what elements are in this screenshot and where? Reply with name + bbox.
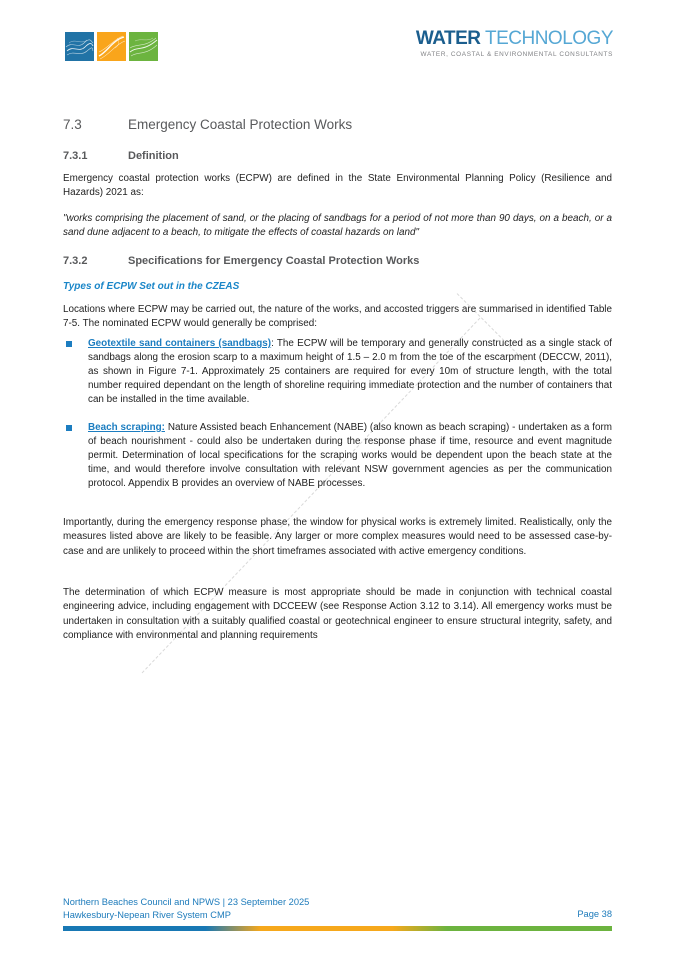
bullet-body: Nature Assisted beach Enhancement (NABE) (also known as beach scraping) - undertaken as a form of beach nourishment - could also be undertaken during the response phase if time, resource and event magnitude permit. Determination of local specifications for the scraping works would be dependent upon the beach state at the time, and would therefore involve consultation with relevant NSW government agencies as per the communication protocol. Appendix B provides an overview of NABE processes.: [88, 422, 612, 489]
footer-line1: Northern Beaches Council and NPWS | 23 September 2025: [63, 897, 310, 907]
subsection-heading-7-3-1: [63, 150, 612, 162]
subsection-title: Specifications for Emergency Coastal Protection Works: [128, 255, 420, 267]
section-number: 7.3: [63, 117, 82, 132]
paragraph-locations: Locations where ECPW may be carried out, the nature of the works, and accosted triggers are summarised in identified Table 7-5. The nominated ECPW would generally be comprised:: [63, 304, 612, 330]
subsection-number: 7.3.1: [63, 150, 88, 162]
brand-name: [416, 28, 613, 50]
bullet-lead-link[interactable]: Geotextile sand containers (sandbags): [88, 338, 272, 349]
wave-square-blue-icon: [65, 32, 94, 61]
brand-word-water: WATER: [415, 28, 481, 49]
bullet-body: The ECPW will be temporary and generally constructed as a single stack of sandbags along the erosion scarp to a maximum height of 1.5 – 2.0 m from the toe of the escarpment (DECCW, 2011), as shown in Figure 7-1. Approximately 25 containers are required for every 10m of structure length, with the total number required dependant on the length of shoreline requiring immediate protection and the number of containers that can be installed in the time available.: [88, 338, 612, 405]
section-title: Emergency Coastal Protection Works: [128, 117, 353, 132]
subsection-heading-7-3-2: [63, 255, 612, 267]
quote-sepp-definition: "works comprising the placement of sand, or the placing of sandbags for a period of not more than 90 days, on a beach, or a sand dune adjacent to a beach, to mitigate the effects of coastal hazards on land": [63, 213, 612, 239]
subsection-number: 7.3.2: [63, 255, 88, 267]
footer-line2: Hawkesbury-Nepean River System CMP: [63, 910, 231, 920]
bullet-item-beach-scraping: [63, 421, 612, 491]
paragraph-determination: The determination of which ECPW measure is most appropriate should be made in conjunction with technical coastal engineering advice, including engagement with DCCEEW (see Response Action 3.12 to 3.14). All emergency works must be undertaken in consultation with a suitably qualified coastal or geotechnical engineer to ensure structural integrity, safety, and compliance with environmental and planning requirements: [63, 587, 612, 641]
bullet-item-geotextile: [63, 337, 612, 407]
paragraph-definition: Emergency coastal protection works (ECPW) are defined in the State Environmental Planning Policy (Resilience and Hazards) 2021 as:: [63, 173, 612, 199]
company-logo: [65, 32, 158, 61]
subsection-title: Definition: [128, 150, 179, 162]
section-heading-7-3: [63, 117, 612, 132]
subheading-types-of-ecpw: Types of ECPW Set out in the CZEAS: [63, 281, 240, 292]
bullet-square-icon: [66, 425, 72, 431]
wave-square-green-icon: [129, 32, 158, 61]
bullet-separator: :: [271, 338, 274, 349]
footer-gradient-bar: [63, 926, 612, 931]
paragraph-importantly: Importantly, during the emergency response phase, the window for physical works is extremely limited. Realistically, only the measures listed above are likely to be feasible. Any larger or more complex measures would need to be assessed case-by-case and are unlikely to proceed within the short timeframes associated with active emergency conditions.: [63, 517, 612, 557]
bullet-text: [88, 421, 612, 491]
water-technology-logo: [416, 28, 613, 58]
brand-word-technology: TECHNOLOGY: [480, 28, 613, 49]
bullet-text: [88, 337, 612, 407]
bullet-lead-link[interactable]: Beach scraping:: [88, 422, 165, 433]
wave-square-orange-icon: [97, 32, 126, 61]
page-number: Page 38: [577, 909, 612, 919]
bullet-square-icon: [66, 341, 72, 347]
brand-tagline: WATER, COASTAL & ENVIRONMENTAL CONSULTANTS: [420, 51, 613, 58]
